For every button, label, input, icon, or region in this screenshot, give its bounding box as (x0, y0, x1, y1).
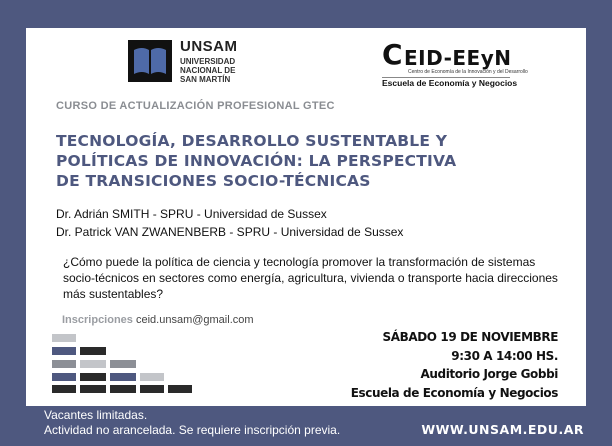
website-link[interactable]: WWW.UNSAM.EDU.AR (421, 422, 584, 437)
unsam-sub-line: SAN MARTÍN (180, 75, 231, 84)
ceid-tagline: Centro de Economía de la Innovación y del Desarrollo (408, 69, 528, 75)
footer-line: Actividad no arancelada. Se requiere inscripción previa. (44, 423, 341, 437)
bar (110, 373, 136, 381)
bar (52, 385, 76, 393)
event-details (351, 328, 558, 402)
flyer-card (26, 28, 586, 406)
unsam-sub-line: UNIVERSIDAD (180, 57, 236, 66)
bar (52, 347, 76, 355)
bar (80, 360, 106, 368)
book-icon (128, 40, 172, 82)
bar (110, 360, 136, 368)
ceid-logo (382, 40, 542, 90)
ceid-school: Escuela de Economía y Negocios (382, 78, 518, 88)
title-line: POLÍTICAS DE INNOVACIÓN: LA PERSPECTIVA (56, 152, 457, 170)
bar (140, 385, 164, 393)
bar (80, 373, 106, 381)
unsam-sub-line: NACIONAL DE (180, 66, 236, 75)
course-label: CURSO DE ACTUALIZACIÓN PROFESIONAL GTEC (56, 100, 335, 112)
footer-notes (44, 408, 340, 438)
ceid-logo-c: C (382, 38, 403, 71)
event-time: 9:30 A 14:00 HS. (451, 348, 558, 363)
bar (80, 347, 106, 355)
event-date: SÁBADO 19 DE NOVIEMBRE (382, 330, 558, 344)
footer-line: Vacantes limitadas. (44, 408, 148, 422)
inscripciones-email[interactable]: ceid.unsam@gmail.com (135, 314, 254, 326)
inscripciones-label: Inscripciones (62, 314, 133, 326)
bar (52, 334, 76, 342)
event-venue: Auditorio Jorge Gobbi (420, 367, 558, 381)
ceid-name: EID-EEyN (404, 46, 512, 70)
inscripciones (62, 314, 254, 326)
bar (140, 373, 164, 381)
title-line: TECNOLOGÍA, DESARROLLO SUSTENTABLE Y (56, 132, 448, 150)
bar (80, 385, 106, 393)
bar (52, 360, 76, 368)
author-line: Dr. Patrick VAN ZWANENBERB - SPRU - Universidad de Sussex (56, 225, 404, 239)
bar (52, 373, 76, 381)
unsam-name: UNSAM (180, 38, 238, 55)
event-question: ¿Cómo puede la política de ciencia y tecnología promover la transformación de sistemas socio-técnicos en sectores como energía, agricultura, vivienda o transporte hacia direcciones más sustentables? (63, 255, 558, 301)
author-line: Dr. Adrián SMITH - SPRU - Universidad de Sussex (56, 207, 327, 221)
bar (110, 385, 136, 393)
unsam-logo (128, 38, 268, 88)
event-title (56, 131, 536, 191)
bar (168, 385, 192, 393)
title-line: DE TRANSICIONES SOCIO-TÉCNICAS (56, 172, 371, 190)
event-school: Escuela de Economía y Negocios (350, 385, 558, 400)
